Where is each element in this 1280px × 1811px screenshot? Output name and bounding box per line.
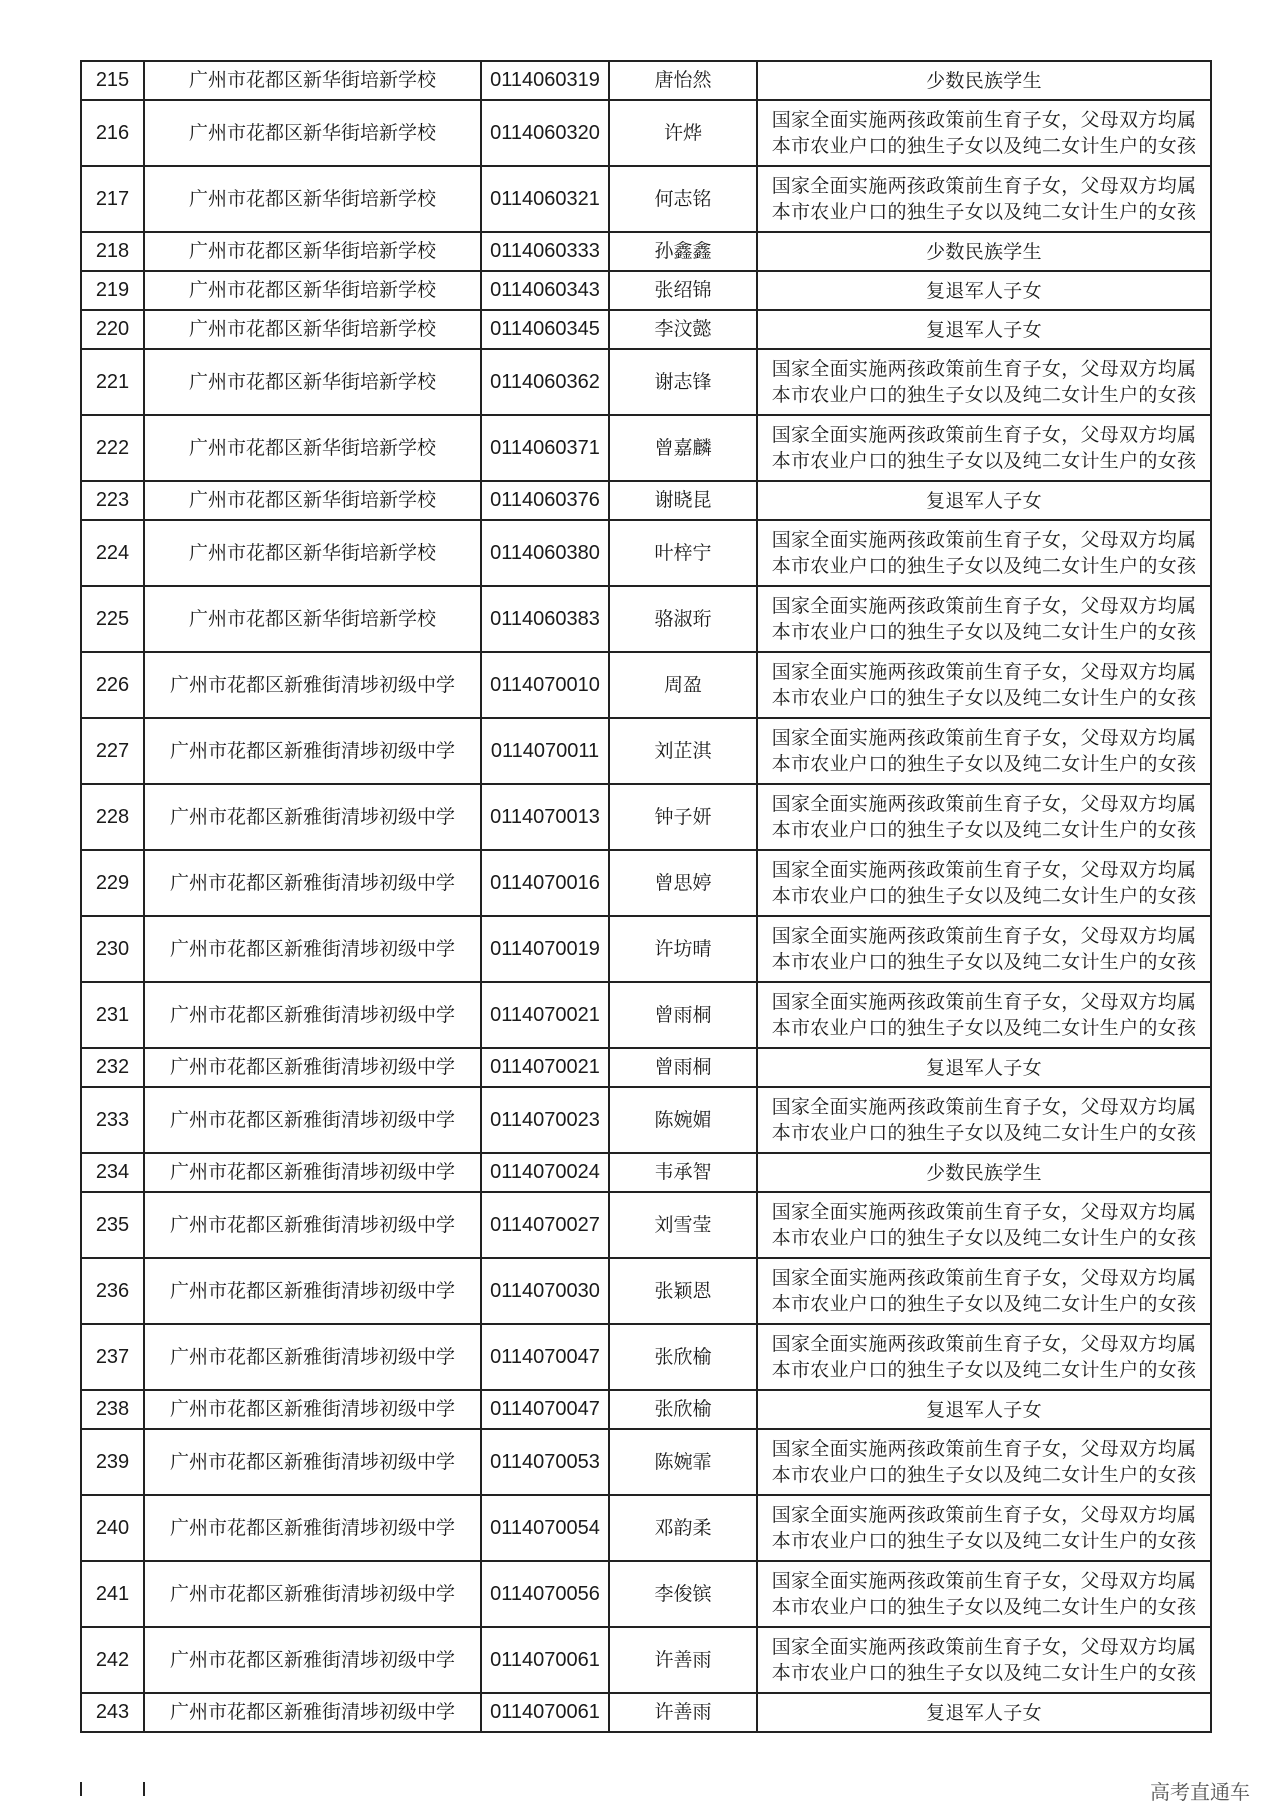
student-id: 0114060383 <box>481 586 609 652</box>
eligibility-line-2: 本市农业户口的独生子女以及纯二女计生户的女孩 <box>771 951 1197 973</box>
student-id: 0114070021 <box>481 1048 609 1087</box>
student-name: 张绍锦 <box>609 271 757 310</box>
eligibility-line-1: 国家全面实施两孩政策前生育子女，父母双方均属 <box>771 1333 1197 1355</box>
eligibility-line-2: 本市农业户口的独生子女以及纯二女计生户的女孩 <box>771 1017 1197 1039</box>
eligibility-line-2: 本市农业户口的独生子女以及纯二女计生户的女孩 <box>771 819 1197 841</box>
table-row <box>81 481 1211 520</box>
student-name: 曾思婷 <box>609 850 757 916</box>
row-number: 223 <box>81 481 144 520</box>
school-name: 广州市花都区新华街培新学校 <box>144 271 481 310</box>
eligibility-type: 复退军人子女 <box>757 481 1211 520</box>
table-row <box>81 784 1211 850</box>
school-name: 广州市花都区新雅街清埗初级中学 <box>144 1258 481 1324</box>
table-row <box>81 718 1211 784</box>
row-number: 215 <box>81 61 144 100</box>
row-number: 230 <box>81 916 144 982</box>
eligibility-line-1: 国家全面实施两孩政策前生育子女，父母双方均属 <box>771 175 1197 197</box>
eligibility-line-1: 国家全面实施两孩政策前生育子女，父母双方均属 <box>771 925 1197 947</box>
row-number: 243 <box>81 1693 144 1732</box>
school-name: 广州市花都区新雅街清埗初级中学 <box>144 652 481 718</box>
student-name: 钟子妍 <box>609 784 757 850</box>
school-name: 广州市花都区新雅街清埗初级中学 <box>144 1495 481 1561</box>
row-number: 235 <box>81 1192 144 1258</box>
eligibility-line-1: 国家全面实施两孩政策前生育子女，父母双方均属 <box>771 424 1197 446</box>
table-row <box>81 586 1211 652</box>
table-row <box>81 1087 1211 1153</box>
student-name: 许善雨 <box>609 1693 757 1732</box>
school-name: 广州市花都区新雅街清埗初级中学 <box>144 850 481 916</box>
table-row <box>81 520 1211 586</box>
eligibility-type <box>757 718 1211 784</box>
table-row <box>81 1627 1211 1693</box>
school-name: 广州市花都区新雅街清埗初级中学 <box>144 1087 481 1153</box>
school-name: 广州市花都区新雅街清埗初级中学 <box>144 1192 481 1258</box>
student-id: 0114070047 <box>481 1324 609 1390</box>
student-id: 0114070030 <box>481 1258 609 1324</box>
eligibility-line-1: 国家全面实施两孩政策前生育子女，父母双方均属 <box>771 793 1197 815</box>
student-name: 叶梓宁 <box>609 520 757 586</box>
eligibility-line-2: 本市农业户口的独生子女以及纯二女计生户的女孩 <box>771 135 1197 157</box>
student-id: 0114060319 <box>481 61 609 100</box>
school-name: 广州市花都区新华街培新学校 <box>144 100 481 166</box>
eligibility-type <box>757 586 1211 652</box>
row-number: 218 <box>81 232 144 271</box>
student-name: 何志铭 <box>609 166 757 232</box>
eligibility-line-1: 国家全面实施两孩政策前生育子女，父母双方均属 <box>771 109 1197 131</box>
school-name: 广州市花都区新雅街清埗初级中学 <box>144 1153 481 1192</box>
row-number: 236 <box>81 1258 144 1324</box>
row-number: 216 <box>81 100 144 166</box>
table-row <box>81 271 1211 310</box>
table-row <box>81 652 1211 718</box>
eligibility-type <box>757 166 1211 232</box>
student-name: 刘芷淇 <box>609 718 757 784</box>
student-id: 0114070053 <box>481 1429 609 1495</box>
eligibility-type: 少数民族学生 <box>757 232 1211 271</box>
eligibility-type: 复退军人子女 <box>757 1048 1211 1087</box>
school-name: 广州市花都区新雅街清埗初级中学 <box>144 982 481 1048</box>
school-name: 广州市花都区新华街培新学校 <box>144 232 481 271</box>
student-id: 0114070056 <box>481 1561 609 1627</box>
student-name: 陈婉霏 <box>609 1429 757 1495</box>
table-row <box>81 232 1211 271</box>
row-number: 238 <box>81 1390 144 1429</box>
school-name: 广州市花都区新雅街清埗初级中学 <box>144 1627 481 1693</box>
eligibility-line-2: 本市农业户口的独生子女以及纯二女计生户的女孩 <box>771 1662 1197 1684</box>
eligibility-type <box>757 1561 1211 1627</box>
student-id: 0114070061 <box>481 1693 609 1732</box>
student-name: 陈婉媚 <box>609 1087 757 1153</box>
student-name: 许善雨 <box>609 1627 757 1693</box>
admission-list-table <box>80 60 1212 1733</box>
table-row <box>81 1324 1211 1390</box>
student-id: 0114070011 <box>481 718 609 784</box>
table-row <box>81 415 1211 481</box>
eligibility-line-2: 本市农业户口的独生子女以及纯二女计生户的女孩 <box>771 1227 1197 1249</box>
eligibility-type <box>757 1087 1211 1153</box>
student-id: 0114060345 <box>481 310 609 349</box>
student-name: 孙鑫鑫 <box>609 232 757 271</box>
eligibility-line-1: 国家全面实施两孩政策前生育子女，父母双方均属 <box>771 859 1197 881</box>
student-id: 0114070023 <box>481 1087 609 1153</box>
student-id: 0114060362 <box>481 349 609 415</box>
eligibility-line-1: 国家全面实施两孩政策前生育子女，父母双方均属 <box>771 727 1197 749</box>
row-number: 240 <box>81 1495 144 1561</box>
eligibility-line-2: 本市农业户口的独生子女以及纯二女计生户的女孩 <box>771 753 1197 775</box>
eligibility-line-2: 本市农业户口的独生子女以及纯二女计生户的女孩 <box>771 1530 1197 1552</box>
row-number: 231 <box>81 982 144 1048</box>
eligibility-type: 复退军人子女 <box>757 1693 1211 1732</box>
table-row <box>81 1153 1211 1192</box>
eligibility-type <box>757 1495 1211 1561</box>
row-number: 241 <box>81 1561 144 1627</box>
student-name: 骆淑珩 <box>609 586 757 652</box>
eligibility-type: 复退军人子女 <box>757 310 1211 349</box>
student-id: 0114070013 <box>481 784 609 850</box>
eligibility-type <box>757 982 1211 1048</box>
student-id: 0114060320 <box>481 100 609 166</box>
table-row <box>81 982 1211 1048</box>
school-name: 广州市花都区新雅街清埗初级中学 <box>144 1429 481 1495</box>
student-id: 0114070021 <box>481 982 609 1048</box>
eligibility-type <box>757 1258 1211 1324</box>
row-number: 220 <box>81 310 144 349</box>
student-id: 0114070016 <box>481 850 609 916</box>
eligibility-type <box>757 520 1211 586</box>
eligibility-line-1: 国家全面实施两孩政策前生育子女，父母双方均属 <box>771 1504 1197 1526</box>
student-id: 0114070054 <box>481 1495 609 1561</box>
eligibility-line-1: 国家全面实施两孩政策前生育子女，父母双方均属 <box>771 529 1197 551</box>
student-id: 0114060380 <box>481 520 609 586</box>
row-number: 239 <box>81 1429 144 1495</box>
row-number: 224 <box>81 520 144 586</box>
eligibility-type <box>757 1324 1211 1390</box>
eligibility-line-2: 本市农业户口的独生子女以及纯二女计生户的女孩 <box>771 384 1197 406</box>
student-name: 李汶懿 <box>609 310 757 349</box>
student-id: 0114070061 <box>481 1627 609 1693</box>
student-name: 谢志锋 <box>609 349 757 415</box>
student-name: 李俊镔 <box>609 1561 757 1627</box>
eligibility-line-1: 国家全面实施两孩政策前生育子女，父母双方均属 <box>771 991 1197 1013</box>
eligibility-line-2: 本市农业户口的独生子女以及纯二女计生户的女孩 <box>771 687 1197 709</box>
row-number: 234 <box>81 1153 144 1192</box>
student-id: 0114060376 <box>481 481 609 520</box>
student-name: 谢晓昆 <box>609 481 757 520</box>
table-row <box>81 1561 1211 1627</box>
row-number: 226 <box>81 652 144 718</box>
school-name: 广州市花都区新华街培新学校 <box>144 349 481 415</box>
eligibility-line-1: 国家全面实施两孩政策前生育子女，父母双方均属 <box>771 1570 1197 1592</box>
student-name: 张颖恩 <box>609 1258 757 1324</box>
eligibility-type <box>757 100 1211 166</box>
eligibility-line-1: 国家全面实施两孩政策前生育子女，父母双方均属 <box>771 1438 1197 1460</box>
row-number: 237 <box>81 1324 144 1390</box>
eligibility-line-2: 本市农业户口的独生子女以及纯二女计生户的女孩 <box>771 1596 1197 1618</box>
eligibility-line-2: 本市农业户口的独生子女以及纯二女计生户的女孩 <box>771 450 1197 472</box>
school-name: 广州市花都区新雅街清埗初级中学 <box>144 784 481 850</box>
eligibility-type <box>757 415 1211 481</box>
student-name: 曾嘉麟 <box>609 415 757 481</box>
row-number: 227 <box>81 718 144 784</box>
table-row <box>81 1192 1211 1258</box>
student-name: 曾雨桐 <box>609 1048 757 1087</box>
eligibility-type <box>757 1627 1211 1693</box>
table-row <box>81 1693 1211 1732</box>
table-row <box>81 166 1211 232</box>
school-name: 广州市花都区新华街培新学校 <box>144 586 481 652</box>
table-continuation-edge <box>143 1782 145 1796</box>
school-name: 广州市花都区新华街培新学校 <box>144 310 481 349</box>
eligibility-type: 复退军人子女 <box>757 1390 1211 1429</box>
table-row <box>81 1429 1211 1495</box>
row-number: 219 <box>81 271 144 310</box>
student-name: 邓韵柔 <box>609 1495 757 1561</box>
student-id: 0114060321 <box>481 166 609 232</box>
student-name: 韦承智 <box>609 1153 757 1192</box>
eligibility-line-2: 本市农业户口的独生子女以及纯二女计生户的女孩 <box>771 1122 1197 1144</box>
student-id: 0114070019 <box>481 916 609 982</box>
school-name: 广州市花都区新华街培新学校 <box>144 520 481 586</box>
row-number: 232 <box>81 1048 144 1087</box>
table-row <box>81 349 1211 415</box>
row-number: 228 <box>81 784 144 850</box>
row-number: 217 <box>81 166 144 232</box>
eligibility-type <box>757 850 1211 916</box>
eligibility-line-1: 国家全面实施两孩政策前生育子女，父母双方均属 <box>771 358 1197 380</box>
eligibility-type: 少数民族学生 <box>757 1153 1211 1192</box>
student-name: 许烨 <box>609 100 757 166</box>
student-id: 0114060333 <box>481 232 609 271</box>
school-name: 广州市花都区新雅街清埗初级中学 <box>144 1048 481 1087</box>
student-id: 0114060371 <box>481 415 609 481</box>
student-name: 曾雨桐 <box>609 982 757 1048</box>
table-row <box>81 100 1211 166</box>
school-name: 广州市花都区新雅街清埗初级中学 <box>144 1324 481 1390</box>
student-name: 周盈 <box>609 652 757 718</box>
student-name: 刘雪莹 <box>609 1192 757 1258</box>
row-number: 242 <box>81 1627 144 1693</box>
student-id: 0114060343 <box>481 271 609 310</box>
eligibility-type <box>757 349 1211 415</box>
table-row <box>81 61 1211 100</box>
table-continuation-edge <box>80 1782 82 1796</box>
table-row <box>81 1258 1211 1324</box>
eligibility-line-2: 本市农业户口的独生子女以及纯二女计生户的女孩 <box>771 555 1197 577</box>
table-row <box>81 916 1211 982</box>
row-number: 221 <box>81 349 144 415</box>
student-name: 许坊晴 <box>609 916 757 982</box>
school-name: 广州市花都区新雅街清埗初级中学 <box>144 916 481 982</box>
student-id: 0114070047 <box>481 1390 609 1429</box>
student-id: 0114070010 <box>481 652 609 718</box>
row-number: 229 <box>81 850 144 916</box>
school-name: 广州市花都区新雅街清埗初级中学 <box>144 1390 481 1429</box>
row-number: 233 <box>81 1087 144 1153</box>
eligibility-line-1: 国家全面实施两孩政策前生育子女，父母双方均属 <box>771 1096 1197 1118</box>
eligibility-type <box>757 784 1211 850</box>
student-id: 0114070027 <box>481 1192 609 1258</box>
student-id: 0114070024 <box>481 1153 609 1192</box>
eligibility-line-1: 国家全面实施两孩政策前生育子女，父母双方均属 <box>771 1201 1197 1223</box>
row-number: 225 <box>81 586 144 652</box>
table-row <box>81 310 1211 349</box>
watermark: 高考直通车 <box>1150 1780 1250 1804</box>
eligibility-type: 少数民族学生 <box>757 61 1211 100</box>
school-name: 广州市花都区新华街培新学校 <box>144 481 481 520</box>
table-row <box>81 1495 1211 1561</box>
school-name: 广州市花都区新华街培新学校 <box>144 415 481 481</box>
table-row <box>81 1390 1211 1429</box>
eligibility-line-2: 本市农业户口的独生子女以及纯二女计生户的女孩 <box>771 1359 1197 1381</box>
eligibility-line-1: 国家全面实施两孩政策前生育子女，父母双方均属 <box>771 661 1197 683</box>
table-row <box>81 850 1211 916</box>
student-name: 张欣榆 <box>609 1390 757 1429</box>
eligibility-line-2: 本市农业户口的独生子女以及纯二女计生户的女孩 <box>771 885 1197 907</box>
student-name: 唐怡然 <box>609 61 757 100</box>
eligibility-type <box>757 916 1211 982</box>
eligibility-line-2: 本市农业户口的独生子女以及纯二女计生户的女孩 <box>771 621 1197 643</box>
eligibility-type: 复退军人子女 <box>757 271 1211 310</box>
school-name: 广州市花都区新雅街清埗初级中学 <box>144 1693 481 1732</box>
row-number: 222 <box>81 415 144 481</box>
student-name: 张欣榆 <box>609 1324 757 1390</box>
eligibility-line-2: 本市农业户口的独生子女以及纯二女计生户的女孩 <box>771 1293 1197 1315</box>
school-name: 广州市花都区新雅街清埗初级中学 <box>144 718 481 784</box>
eligibility-type <box>757 1429 1211 1495</box>
school-name: 广州市花都区新雅街清埗初级中学 <box>144 1561 481 1627</box>
eligibility-line-2: 本市农业户口的独生子女以及纯二女计生户的女孩 <box>771 1464 1197 1486</box>
document-table-container <box>80 60 1210 1733</box>
school-name: 广州市花都区新华街培新学校 <box>144 61 481 100</box>
eligibility-line-1: 国家全面实施两孩政策前生育子女，父母双方均属 <box>771 595 1197 617</box>
eligibility-type <box>757 1192 1211 1258</box>
school-name: 广州市花都区新华街培新学校 <box>144 166 481 232</box>
eligibility-line-1: 国家全面实施两孩政策前生育子女，父母双方均属 <box>771 1636 1197 1658</box>
table-row <box>81 1048 1211 1087</box>
eligibility-line-1: 国家全面实施两孩政策前生育子女，父母双方均属 <box>771 1267 1197 1289</box>
eligibility-type <box>757 652 1211 718</box>
eligibility-line-2: 本市农业户口的独生子女以及纯二女计生户的女孩 <box>771 201 1197 223</box>
